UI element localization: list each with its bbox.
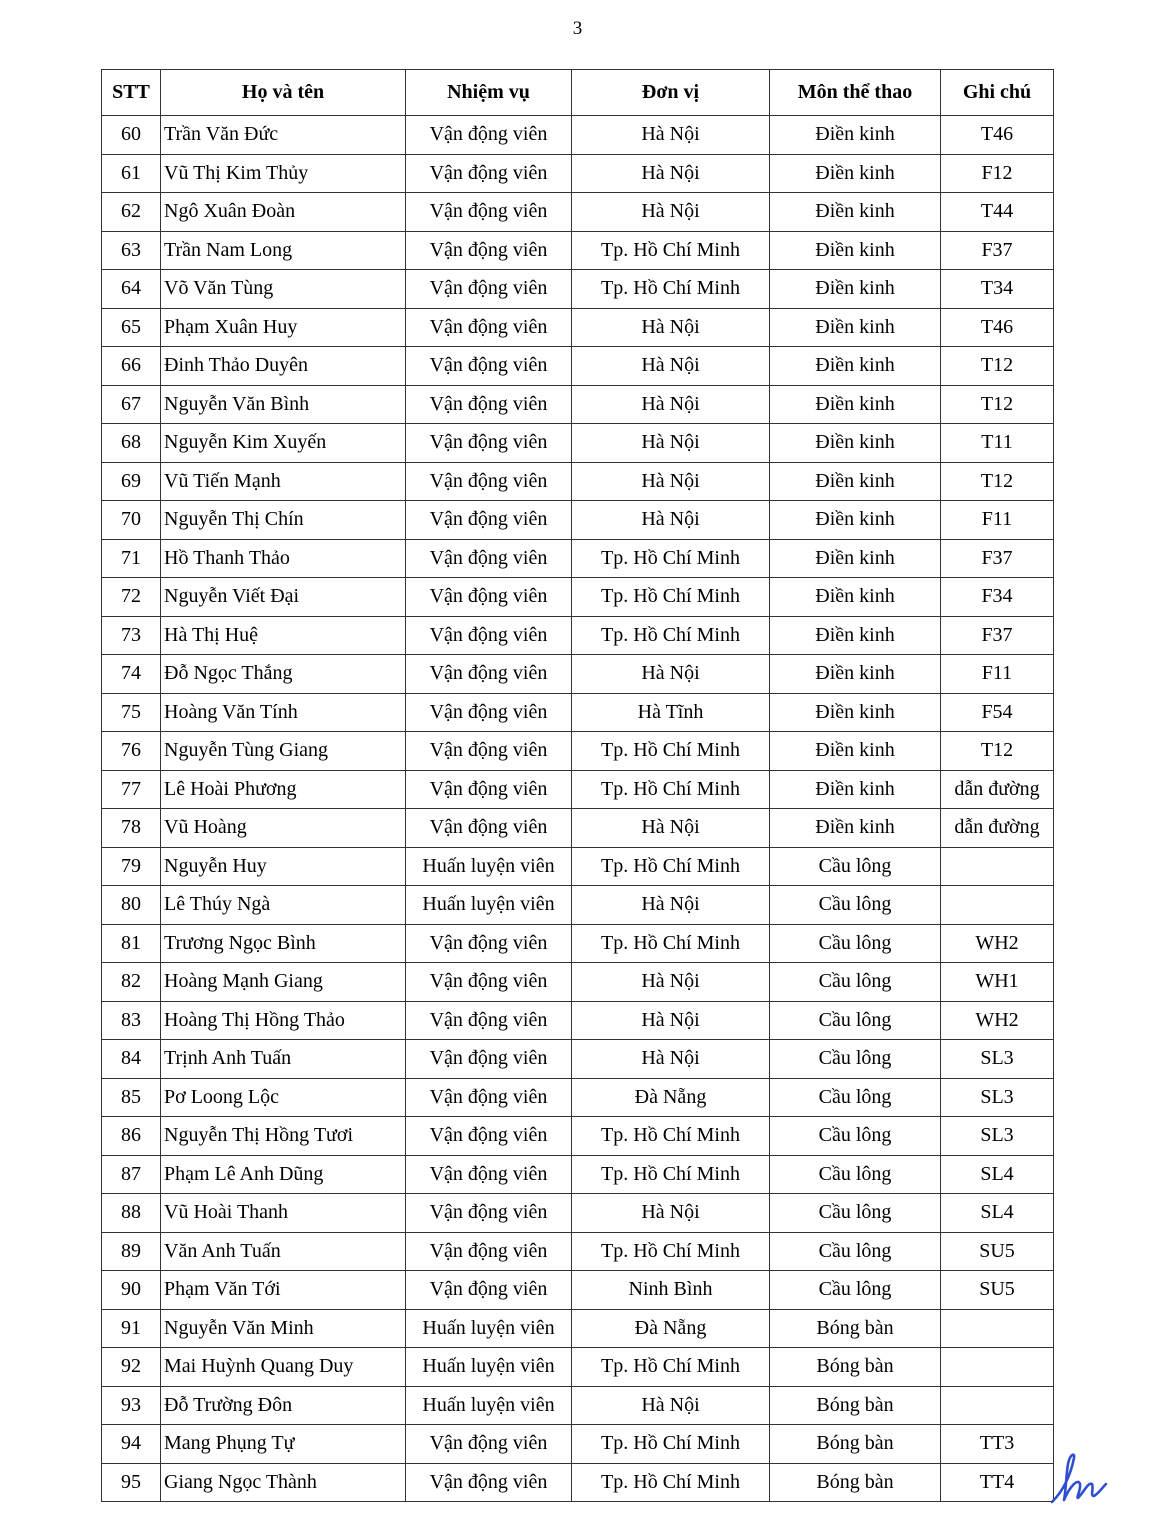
table-row — [102, 116, 1054, 155]
table-row — [102, 578, 1054, 617]
role-cell: Vận động viên — [406, 1040, 572, 1079]
name-cell: Phạm Lê Anh Dũng — [161, 1155, 406, 1194]
note-cell: F37 — [941, 616, 1054, 655]
note-cell: SU5 — [941, 1232, 1054, 1271]
role-cell: Vận động viên — [406, 693, 572, 732]
stt-cell: 88 — [102, 1194, 161, 1233]
note-cell — [941, 1386, 1054, 1425]
role-cell: Vận động viên — [406, 539, 572, 578]
table-row — [102, 385, 1054, 424]
sport-cell: Điền kinh — [770, 270, 941, 309]
table-row — [102, 1194, 1054, 1233]
unit-cell: Tp. Hồ Chí Minh — [572, 539, 770, 578]
unit-cell: Hà Nội — [572, 1040, 770, 1079]
stt-cell: 87 — [102, 1155, 161, 1194]
sport-cell: Cầu lông — [770, 1117, 941, 1156]
table-row — [102, 770, 1054, 809]
role-cell: Vận động viên — [406, 616, 572, 655]
sport-cell: Điền kinh — [770, 578, 941, 617]
name-cell: Hà Thị Huệ — [161, 616, 406, 655]
unit-cell: Tp. Hồ Chí Minh — [572, 1425, 770, 1464]
table-row — [102, 1232, 1054, 1271]
role-cell: Vận động viên — [406, 1271, 572, 1310]
role-cell: Vận động viên — [406, 655, 572, 694]
unit-cell: Tp. Hồ Chí Minh — [572, 1117, 770, 1156]
role-cell: Vận động viên — [406, 462, 572, 501]
stt-cell: 75 — [102, 693, 161, 732]
role-cell: Vận động viên — [406, 154, 572, 193]
header-role: Nhiệm vụ — [406, 70, 572, 116]
note-cell: TT3 — [941, 1425, 1054, 1464]
note-cell: F12 — [941, 154, 1054, 193]
name-cell: Vũ Hoàng — [161, 809, 406, 848]
sport-cell: Cầu lông — [770, 1194, 941, 1233]
stt-cell: 65 — [102, 308, 161, 347]
note-cell: SU5 — [941, 1271, 1054, 1310]
role-cell: Vận động viên — [406, 116, 572, 155]
table-row — [102, 1309, 1054, 1348]
name-cell: Hoàng Thị Hồng Thảo — [161, 1001, 406, 1040]
note-cell: F37 — [941, 231, 1054, 270]
name-cell: Nguyễn Thị Chín — [161, 501, 406, 540]
sport-cell: Cầu lông — [770, 847, 941, 886]
unit-cell: Tp. Hồ Chí Minh — [572, 770, 770, 809]
header-row — [102, 70, 1054, 116]
name-cell: Lê Hoài Phương — [161, 770, 406, 809]
unit-cell: Hà Nội — [572, 501, 770, 540]
table-row — [102, 308, 1054, 347]
name-cell: Trịnh Anh Tuấn — [161, 1040, 406, 1079]
unit-cell: Tp. Hồ Chí Minh — [572, 270, 770, 309]
sport-cell: Điền kinh — [770, 154, 941, 193]
unit-cell: Đà Nẵng — [572, 1309, 770, 1348]
role-cell: Vận động viên — [406, 1232, 572, 1271]
sport-cell: Điền kinh — [770, 462, 941, 501]
note-cell: WH2 — [941, 924, 1054, 963]
unit-cell: Ninh Bình — [572, 1271, 770, 1310]
table-row — [102, 693, 1054, 732]
name-cell: Trần Văn Đức — [161, 116, 406, 155]
table-row — [102, 809, 1054, 848]
header-unit: Đơn vị — [572, 70, 770, 116]
stt-cell: 91 — [102, 1309, 161, 1348]
unit-cell: Tp. Hồ Chí Minh — [572, 578, 770, 617]
unit-cell: Tp. Hồ Chí Minh — [572, 616, 770, 655]
table-row — [102, 424, 1054, 463]
unit-cell: Hà Nội — [572, 424, 770, 463]
table-row — [102, 847, 1054, 886]
name-cell: Trương Ngọc Bình — [161, 924, 406, 963]
table-row — [102, 732, 1054, 771]
roster-table-body — [102, 116, 1054, 1502]
unit-cell: Hà Nội — [572, 193, 770, 232]
table-row — [102, 462, 1054, 501]
stt-cell: 80 — [102, 886, 161, 925]
role-cell: Huấn luyện viên — [406, 847, 572, 886]
stt-cell: 84 — [102, 1040, 161, 1079]
note-cell: T12 — [941, 732, 1054, 771]
table-row — [102, 655, 1054, 694]
table-row — [102, 886, 1054, 925]
role-cell: Vận động viên — [406, 1425, 572, 1464]
note-cell: T11 — [941, 424, 1054, 463]
sport-cell: Cầu lông — [770, 924, 941, 963]
stt-cell: 78 — [102, 809, 161, 848]
stt-cell: 73 — [102, 616, 161, 655]
sport-cell: Điền kinh — [770, 385, 941, 424]
note-cell: SL3 — [941, 1117, 1054, 1156]
name-cell: Nguyễn Kim Xuyến — [161, 424, 406, 463]
sport-cell: Điền kinh — [770, 770, 941, 809]
unit-cell: Tp. Hồ Chí Minh — [572, 1348, 770, 1387]
note-cell: SL3 — [941, 1040, 1054, 1079]
name-cell: Đỗ Ngọc Thắng — [161, 655, 406, 694]
unit-cell: Tp. Hồ Chí Minh — [572, 1232, 770, 1271]
note-cell: F37 — [941, 539, 1054, 578]
role-cell: Vận động viên — [406, 809, 572, 848]
table-row — [102, 1117, 1054, 1156]
note-cell: SL3 — [941, 1078, 1054, 1117]
stt-cell: 71 — [102, 539, 161, 578]
name-cell: Phạm Văn Tới — [161, 1271, 406, 1310]
unit-cell: Tp. Hồ Chí Minh — [572, 732, 770, 771]
sport-cell: Điền kinh — [770, 347, 941, 386]
unit-cell: Hà Nội — [572, 1001, 770, 1040]
role-cell: Vận động viên — [406, 1078, 572, 1117]
role-cell: Vận động viên — [406, 501, 572, 540]
stt-cell: 67 — [102, 385, 161, 424]
sport-cell: Điền kinh — [770, 308, 941, 347]
role-cell: Vận động viên — [406, 424, 572, 463]
unit-cell: Tp. Hồ Chí Minh — [572, 847, 770, 886]
role-cell: Vận động viên — [406, 193, 572, 232]
sport-cell: Điền kinh — [770, 539, 941, 578]
unit-cell: Hà Nội — [572, 886, 770, 925]
stt-cell: 70 — [102, 501, 161, 540]
stt-cell: 69 — [102, 462, 161, 501]
role-cell: Vận động viên — [406, 1194, 572, 1233]
name-cell: Nguyễn Thị Hồng Tươi — [161, 1117, 406, 1156]
note-cell: dẫn đường — [941, 770, 1054, 809]
name-cell: Vũ Tiến Mạnh — [161, 462, 406, 501]
stt-cell: 86 — [102, 1117, 161, 1156]
stt-cell: 60 — [102, 116, 161, 155]
note-cell: F54 — [941, 693, 1054, 732]
stt-cell: 92 — [102, 1348, 161, 1387]
note-cell: TT4 — [941, 1463, 1054, 1502]
note-cell: dẫn đường — [941, 809, 1054, 848]
name-cell: Nguyễn Huy — [161, 847, 406, 886]
note-cell: T46 — [941, 116, 1054, 155]
name-cell: Lê Thúy Ngà — [161, 886, 406, 925]
unit-cell: Hà Nội — [572, 154, 770, 193]
note-cell — [941, 847, 1054, 886]
sport-cell: Điền kinh — [770, 655, 941, 694]
sport-cell: Điền kinh — [770, 116, 941, 155]
table-row — [102, 347, 1054, 386]
sport-cell: Điền kinh — [770, 693, 941, 732]
role-cell: Vận động viên — [406, 270, 572, 309]
unit-cell: Hà Tĩnh — [572, 693, 770, 732]
table-row — [102, 924, 1054, 963]
name-cell: Vũ Hoài Thanh — [161, 1194, 406, 1233]
name-cell: Đỗ Trường Đôn — [161, 1386, 406, 1425]
table-row — [102, 1155, 1054, 1194]
name-cell: Nguyễn Tùng Giang — [161, 732, 406, 771]
role-cell: Vận động viên — [406, 924, 572, 963]
unit-cell: Hà Nội — [572, 347, 770, 386]
note-cell: F11 — [941, 655, 1054, 694]
note-cell — [941, 1348, 1054, 1387]
sport-cell: Bóng bàn — [770, 1309, 941, 1348]
role-cell: Vận động viên — [406, 308, 572, 347]
table-row — [102, 154, 1054, 193]
table-row — [102, 1348, 1054, 1387]
role-cell: Vận động viên — [406, 385, 572, 424]
sport-cell: Cầu lông — [770, 1078, 941, 1117]
header-full-name: Họ và tên — [161, 70, 406, 116]
note-cell: WH1 — [941, 963, 1054, 1002]
sport-cell: Cầu lông — [770, 886, 941, 925]
name-cell: Ngô Xuân Đoàn — [161, 193, 406, 232]
sport-cell: Cầu lông — [770, 1001, 941, 1040]
name-cell: Nguyễn Viết Đại — [161, 578, 406, 617]
signature-mark — [1048, 1448, 1108, 1506]
stt-cell: 82 — [102, 963, 161, 1002]
role-cell: Huấn luyện viên — [406, 886, 572, 925]
role-cell: Vận động viên — [406, 1463, 572, 1502]
unit-cell: Hà Nội — [572, 385, 770, 424]
name-cell: Nguyễn Văn Bình — [161, 385, 406, 424]
role-cell: Vận động viên — [406, 963, 572, 1002]
note-cell: T12 — [941, 347, 1054, 386]
note-cell: T44 — [941, 193, 1054, 232]
stt-cell: 95 — [102, 1463, 161, 1502]
name-cell: Đinh Thảo Duyên — [161, 347, 406, 386]
sport-cell: Bóng bàn — [770, 1463, 941, 1502]
header-stt: STT — [102, 70, 161, 116]
sport-cell: Bóng bàn — [770, 1425, 941, 1464]
sport-cell: Điền kinh — [770, 193, 941, 232]
note-cell: T34 — [941, 270, 1054, 309]
stt-cell: 81 — [102, 924, 161, 963]
stt-cell: 64 — [102, 270, 161, 309]
sport-cell: Điền kinh — [770, 732, 941, 771]
roster-table — [101, 69, 1054, 1502]
unit-cell: Hà Nội — [572, 1386, 770, 1425]
name-cell: Hoàng Mạnh Giang — [161, 963, 406, 1002]
table-row — [102, 1386, 1054, 1425]
table-row — [102, 1040, 1054, 1079]
note-cell: T12 — [941, 385, 1054, 424]
name-cell: Giang Ngọc Thành — [161, 1463, 406, 1502]
name-cell: Hoàng Văn Tính — [161, 693, 406, 732]
role-cell: Huấn luyện viên — [406, 1386, 572, 1425]
note-cell — [941, 886, 1054, 925]
table-row — [102, 1001, 1054, 1040]
note-cell: SL4 — [941, 1155, 1054, 1194]
stt-cell: 77 — [102, 770, 161, 809]
note-cell: F34 — [941, 578, 1054, 617]
unit-cell: Đà Nẵng — [572, 1078, 770, 1117]
table-row — [102, 616, 1054, 655]
name-cell: Vũ Thị Kim Thủy — [161, 154, 406, 193]
stt-cell: 85 — [102, 1078, 161, 1117]
table-row — [102, 1425, 1054, 1464]
name-cell: Võ Văn Tùng — [161, 270, 406, 309]
stt-cell: 83 — [102, 1001, 161, 1040]
sport-cell: Điền kinh — [770, 616, 941, 655]
sport-cell: Bóng bàn — [770, 1348, 941, 1387]
name-cell: Trần Nam Long — [161, 231, 406, 270]
stt-cell: 76 — [102, 732, 161, 771]
unit-cell: Hà Nội — [572, 963, 770, 1002]
sport-cell: Cầu lông — [770, 1232, 941, 1271]
stt-cell: 74 — [102, 655, 161, 694]
name-cell: Văn Anh Tuấn — [161, 1232, 406, 1271]
unit-cell: Tp. Hồ Chí Minh — [572, 231, 770, 270]
unit-cell: Hà Nội — [572, 655, 770, 694]
stt-cell: 63 — [102, 231, 161, 270]
table-row — [102, 1463, 1054, 1502]
role-cell: Vận động viên — [406, 1155, 572, 1194]
note-cell: SL4 — [941, 1194, 1054, 1233]
unit-cell: Tp. Hồ Chí Minh — [572, 924, 770, 963]
roster-table-header — [102, 70, 1054, 116]
stt-cell: 89 — [102, 1232, 161, 1271]
name-cell: Pơ Loong Lộc — [161, 1078, 406, 1117]
role-cell: Huấn luyện viên — [406, 1348, 572, 1387]
name-cell: Nguyễn Văn Minh — [161, 1309, 406, 1348]
stt-cell: 61 — [102, 154, 161, 193]
name-cell: Phạm Xuân Huy — [161, 308, 406, 347]
table-row — [102, 270, 1054, 309]
sport-cell: Điền kinh — [770, 231, 941, 270]
role-cell: Vận động viên — [406, 578, 572, 617]
unit-cell: Hà Nội — [572, 1194, 770, 1233]
stt-cell: 68 — [102, 424, 161, 463]
stt-cell: 72 — [102, 578, 161, 617]
stt-cell: 62 — [102, 193, 161, 232]
unit-cell: Hà Nội — [572, 308, 770, 347]
header-note: Ghi chú — [941, 70, 1054, 116]
unit-cell: Hà Nội — [572, 809, 770, 848]
table-row — [102, 193, 1054, 232]
stt-cell: 79 — [102, 847, 161, 886]
sport-cell: Cầu lông — [770, 1040, 941, 1079]
header-sport: Môn thể thao — [770, 70, 941, 116]
sport-cell: Cầu lông — [770, 1271, 941, 1310]
table-row — [102, 539, 1054, 578]
unit-cell: Tp. Hồ Chí Minh — [572, 1155, 770, 1194]
note-cell: F11 — [941, 501, 1054, 540]
role-cell: Vận động viên — [406, 1001, 572, 1040]
note-cell — [941, 1309, 1054, 1348]
table-row — [102, 501, 1054, 540]
sport-cell: Điền kinh — [770, 809, 941, 848]
table-row — [102, 231, 1054, 270]
name-cell: Hồ Thanh Thảo — [161, 539, 406, 578]
note-cell: T46 — [941, 308, 1054, 347]
note-cell: WH2 — [941, 1001, 1054, 1040]
name-cell: Mang Phụng Tự — [161, 1425, 406, 1464]
role-cell: Huấn luyện viên — [406, 1309, 572, 1348]
unit-cell: Tp. Hồ Chí Minh — [572, 1463, 770, 1502]
sport-cell: Điền kinh — [770, 501, 941, 540]
note-cell: T12 — [941, 462, 1054, 501]
role-cell: Vận động viên — [406, 231, 572, 270]
role-cell: Vận động viên — [406, 347, 572, 386]
role-cell: Vận động viên — [406, 732, 572, 771]
table-row — [102, 1078, 1054, 1117]
stt-cell: 94 — [102, 1425, 161, 1464]
page-number: 3 — [572, 18, 583, 39]
sport-cell: Bóng bàn — [770, 1386, 941, 1425]
unit-cell: Hà Nội — [572, 116, 770, 155]
stt-cell: 90 — [102, 1271, 161, 1310]
role-cell: Vận động viên — [406, 770, 572, 809]
sport-cell: Cầu lông — [770, 1155, 941, 1194]
sport-cell: Cầu lông — [770, 963, 941, 1002]
sport-cell: Điền kinh — [770, 424, 941, 463]
table-row — [102, 963, 1054, 1002]
stt-cell: 93 — [102, 1386, 161, 1425]
role-cell: Vận động viên — [406, 1117, 572, 1156]
unit-cell: Hà Nội — [572, 462, 770, 501]
name-cell: Mai Huỳnh Quang Duy — [161, 1348, 406, 1387]
table-row — [102, 1271, 1054, 1310]
stt-cell: 66 — [102, 347, 161, 386]
